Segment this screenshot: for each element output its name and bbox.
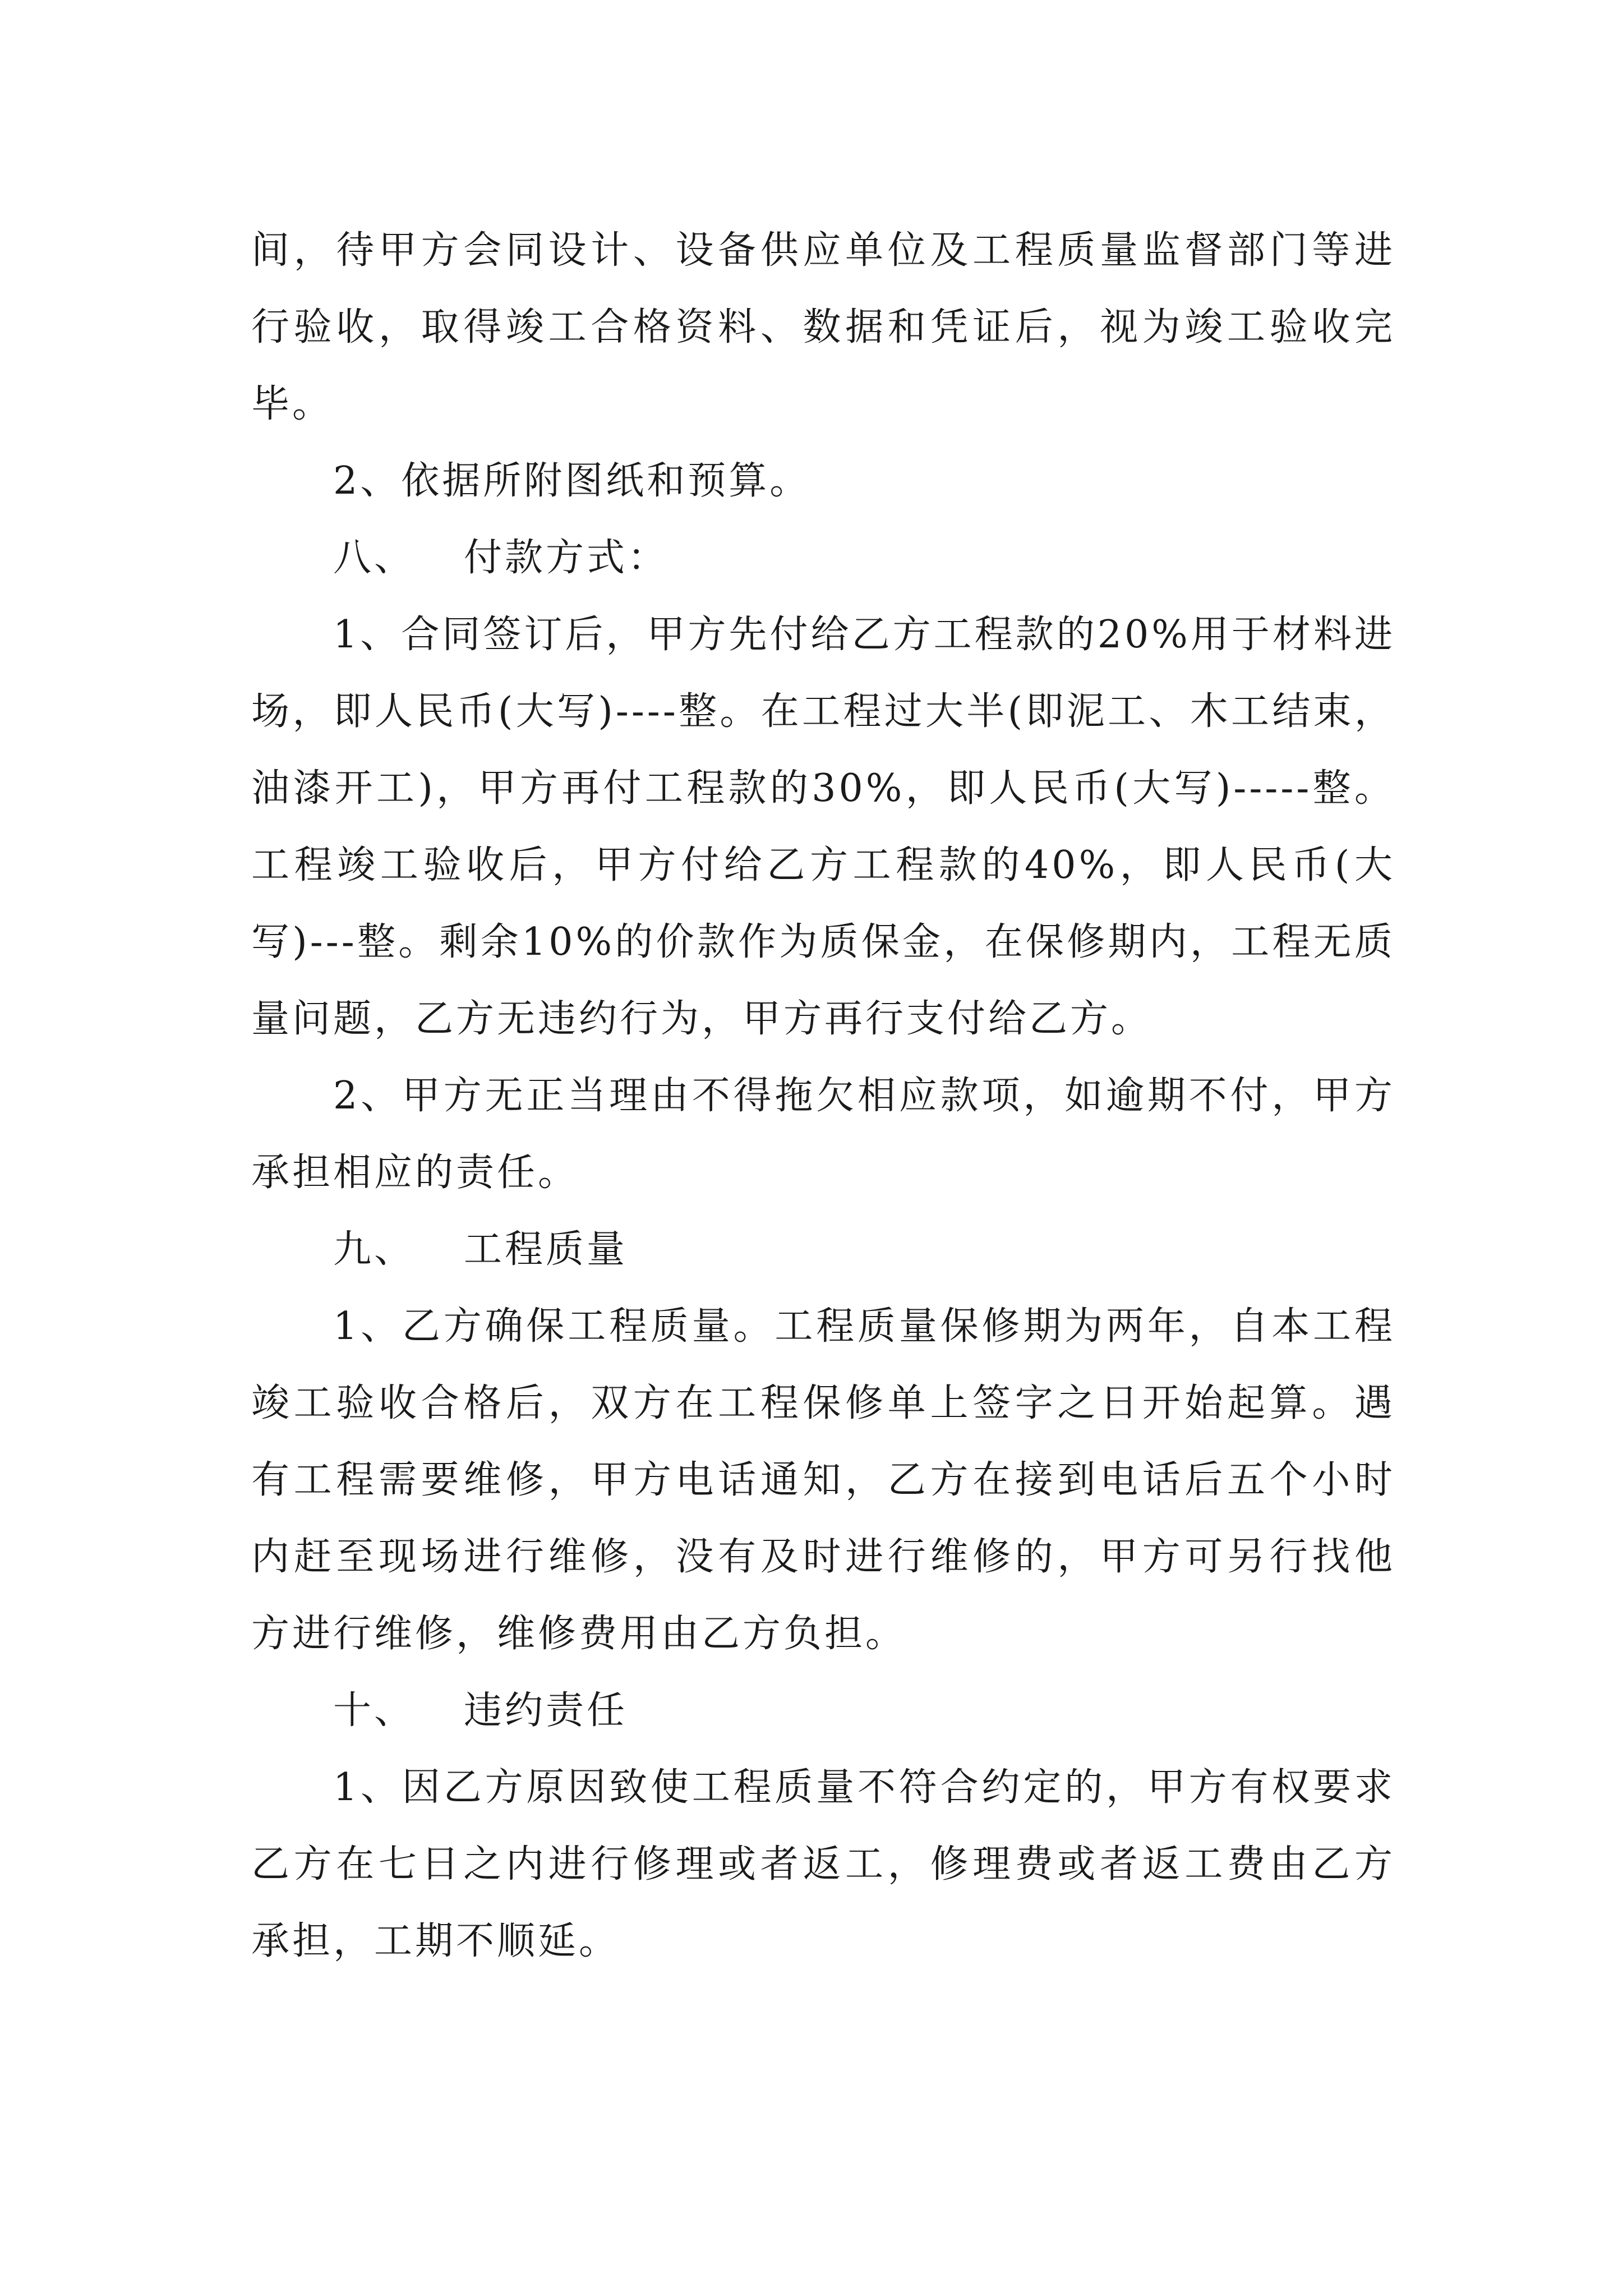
section-title: 工程质量: [464, 1227, 628, 1272]
section-number: 九、: [333, 1227, 416, 1272]
section-title: 付款方式：: [464, 536, 669, 580]
section-heading-quality: [251, 1211, 1395, 1288]
section-number: 八、: [333, 536, 416, 580]
section-heading-payment: [251, 519, 1395, 596]
section-heading-liability: [251, 1672, 1395, 1749]
section-number: 十、: [333, 1688, 416, 1733]
paragraph-quality-item-1: 1、乙方确保工程质量。工程质量保修期为两年，自本工程竣工验收合格后，双方在工程保修单上签字之日开始起算。遇有工程需要维修，甲方电话通知，乙方在接到电话后五个小时内赶至现场进行维修，没有及时进行维修的，甲方可另行找他方进行维修，维修费用由乙方负担。: [251, 1304, 1395, 1656]
paragraph-liability-item-1: 1、因乙方原因致使工程质量不符合约定的，甲方有权要求乙方在七日之内进行修理或者返工，修理费或者返工费由乙方承担，工期不顺延。: [251, 1765, 1395, 1963]
paragraph-payment-item-2: 2、甲方无正当理由不得拖欠相应款项，如逾期不付，甲方承担相应的责任。: [251, 1074, 1395, 1195]
paragraph-acceptance-continued: 间，待甲方会同设计、设备供应单位及工程质量监督部门等进行验收，取得竣工合格资料、数据和凭证后，视为竣工验收完毕。: [251, 228, 1395, 426]
section-title: 违约责任: [464, 1688, 628, 1733]
paragraph-payment-item-1: 1、合同签订后，甲方先付给乙方工程款的20%用于材料进场，即人民币(大写)----整。在工程过大半(即泥工、木工结束，油漆开工)，甲方再付工程款的30%，即人民币(大写)-----整。工程竣工验收后，甲方付给乙方工程款的40%，即人民币(大写)---整。剩余10%的价款作为质保金，在保修期内，工程无质量问题，乙方无违约行为，甲方再行支付给乙方。: [251, 613, 1395, 1041]
document-body: [251, 212, 1395, 1980]
paragraph-acceptance-item-2: 2、依据所附图纸和预算。: [333, 459, 811, 503]
